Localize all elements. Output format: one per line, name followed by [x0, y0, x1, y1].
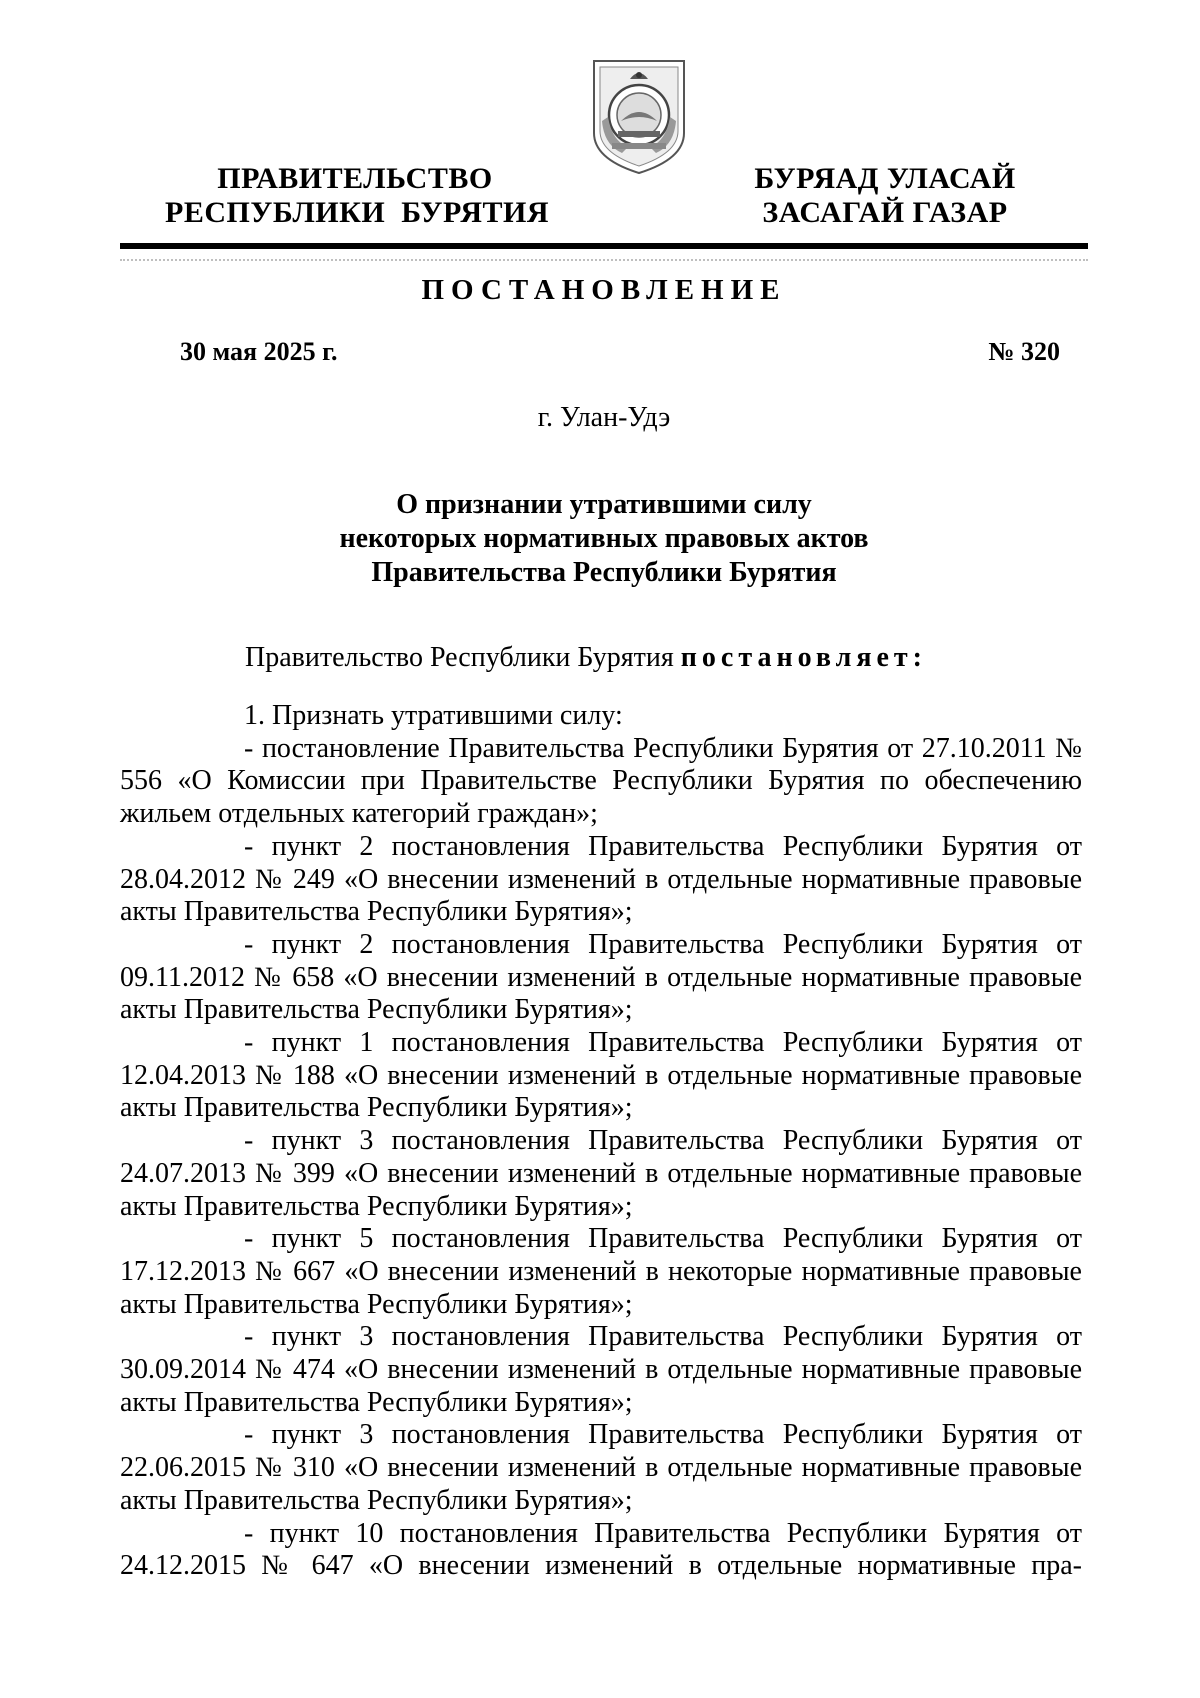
header-left-block [165, 162, 550, 230]
list-item: - пункт 5 постановления Правительства Республики Бурятия от 17.12.2013 № 667 «О внесении изменений в некоторые нормативные правовые акты Правительства Республики Бурятия»; [120, 1223, 1082, 1320]
header-rule-thick [120, 243, 1088, 249]
list-item: - пункт 1 постановления Правительства Республики Бурятия от 12.04.2013 № 188 «О внесении изменений в отдельные нормативные правовые акты Правительства Республики Бурятия»; [120, 1027, 1082, 1124]
subject-line1: О признании утратившими силу [396, 489, 812, 520]
header-rule-thin [120, 259, 1088, 261]
coat-of-arms-emblem [588, 55, 690, 177]
list-item: - пункт 3 постановления Правительства Республики Бурятия от 22.06.2015 № 310 «О внесении изменений в отдельные нормативные правовые акты Правительства Республики Бурятия»; [120, 1419, 1082, 1516]
list-item: - пункт 10 постановления Правительства Республики Бурятия от 24.12.2015 № 647 «О внесении изменений в отдельные нормативные пра- [120, 1517, 1082, 1582]
preamble-text: Правительство Республики Бурятия [245, 642, 681, 673]
document-number: № 320 [988, 337, 1060, 366]
header-left-line2: РЕСПУБЛИКИ БУРЯТИЯ [165, 196, 550, 229]
preamble-decree-word: постановляет: [680, 642, 927, 673]
clause-1: 1. Признать утратившими силу: [244, 700, 623, 731]
list-item: - пункт 3 постановления Правительства Республики Бурятия от 30.09.2014 № 474 «О внесении изменений в отдельные нормативные правовые акты Правительства Республики Бурятия»; [120, 1321, 1082, 1418]
header-left-line1: ПРАВИТЕЛЬСТВО [217, 162, 493, 195]
header-right-block [735, 162, 1035, 230]
list-item: - пункт 3 постановления Правительства Республики Бурятия от 24.07.2013 № 399 «О внесении изменений в отдельные нормативные правовые акты Правительства Республики Бурятия»; [120, 1125, 1082, 1222]
document-city: г. Улан-Удэ [537, 402, 671, 433]
document-body [120, 700, 1082, 1583]
subject-line3: Правительства Республики Бурятия [371, 557, 837, 588]
list-item: - пункт 2 постановления Правительства Республики Бурятия от 09.11.2012 № 658 «О внесении изменений в отдельные нормативные правовые акты Правительства Республики Бурятия»; [120, 928, 1082, 1026]
coat-of-arms-icon [588, 55, 690, 177]
list-item: - пункт 2 постановления Правительства Республики Бурятия от 28.04.2012 № 249 «О внесении изменений в отдельные нормативные правовые акты Правительства Республики Бурятия»; [120, 830, 1082, 928]
list-item: - постановление Правительства Республики Бурятия от 27.10.2011 № 556 «О Комиссии при Правительстве Республики Бурятия по обеспечению жильем отдельных категорий граждан»; [120, 732, 1082, 830]
header-right-line1: БУРЯАД УЛАСАЙ [754, 162, 1016, 195]
subject-line2: некоторых нормативных правовых актов [339, 523, 869, 554]
document-title: ПОСТАНОВЛЕНИЕ [421, 274, 787, 306]
document-date: 30 мая 2025 г. [180, 337, 338, 366]
preamble [245, 642, 927, 674]
document-subject [120, 488, 1088, 590]
header-right-line2: ЗАСАГАЙ ГАЗАР [762, 196, 1008, 229]
